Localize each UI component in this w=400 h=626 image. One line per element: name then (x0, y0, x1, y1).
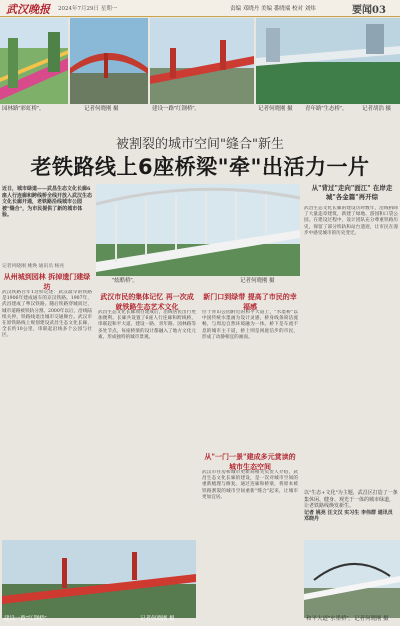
masthead (0, 0, 400, 17)
right-box-title: 从"背过"走向"面江" 在岸走城"各金篇"再开综 (311, 184, 393, 201)
photo-credit: 记者何晓刚 摄 (140, 616, 175, 622)
date-line: 2024年7月29日 星期一 (58, 6, 118, 12)
article-headline: 老铁路线上6座桥梁"牵"出活力一片 (30, 155, 370, 179)
subhead: 武汉市民的集体记忆 再一次成就铁路生态艺术文化 (100, 292, 194, 311)
body-column: 武昌生态文化长廊的建设历时数年，沿线拆除了大量违章建筑，新建了绿地、游园和口袋公园。在建设过程中，设计团队充分尊重铁路历史，保留了部分铁轨和站台遗迹，让市民在漫步中感受城市的历史变迁。 (304, 206, 398, 236)
subhead: 新门口到绿带 提高了市民的幸福感 (203, 292, 297, 311)
photo-steel-bridge-bottom (2, 540, 196, 618)
section-number: 要闻03 (352, 5, 386, 16)
body-column: 武汉市住房和城市更新局相关负责人介绍，武昌生态文化长廊的建设，是一次对城市空间的重新梳理与修复。通过连廊和桥梁，将原本被铁路割裂的城市空间重新"缝合"起来，让城市更加宜居。 (202, 470, 298, 500)
photo-eco-bridge (256, 18, 400, 104)
photo-credit: 记者何晓刚 摄 (258, 106, 293, 112)
editors-line: 责编 邓晓丹 美编 番晓端 校对 刘炜 (230, 6, 316, 12)
photo-caption: 和平大道"水墨桥"。 (306, 616, 354, 622)
body-column: 武汉铁路百年1这样记述：武汉最早的铁路是1906年建成通车的京汉铁路。1907年，武昌建成了粤汉铁路。随后铁路穿城而过，城市道路被铁轨分割。2000年以后，沿线陆续关停，铁路线退出城市交通舞台。武汉市在原铁路线上规划建设武昌生态文化长廊，全长约10公里，串联起沿线多个公园与社区。 (2, 290, 92, 339)
newspaper-logo: 武汉晚报 (6, 3, 50, 16)
photo-caption: 园林路"彩虹桥"。 (2, 106, 45, 112)
body-column: 武昌生态文化长廊项目建成后，沿线居民出行更加便利。长廊共设置了6座人行连廊和跨线桥，串联起和平大道、建设一路、青年路、园林路等多处节点。每座桥梁的设计都融入了地方文化元素，形成独特的城市景观。 (98, 310, 196, 340)
reporters-line: 记者何晓刚 姚焕 通讯员 杨亮 (2, 264, 65, 269)
subhead: 从州城到园林 拆掉遗门建绿坊 (3, 272, 91, 291)
photo-ink-bridge (304, 540, 400, 618)
photo-caption: "炫酷桥"。 (112, 278, 138, 284)
footer-note: 记者 姚亮 汪文汉 实习生 李伟群 通讯员 邓晓丹 (304, 509, 393, 523)
photo-caption: 建设一路"红钢桥"。 (4, 616, 52, 622)
photo-rainbow-bridge (0, 18, 68, 104)
photo-credit: 记者何晓刚 摄 (240, 278, 275, 284)
photo-caption: 青年路"生态桥"。 (305, 106, 348, 112)
body-column: 位于青山公园附近的和平大道上，"水墨桥"以中国传统水墨画为设计灵感，桥身线条简洁流畅，与周边自然环境融为一体。桥下是车流不息的城市主干道，桥上则是闲庭信步的市民，形成了动静相宜的画面。 (202, 310, 298, 340)
photo-credit: 记者胡浩 摄 (362, 106, 392, 112)
photo-red-steel-bridge (70, 18, 148, 104)
photo-credit: 记者何晓刚 摄 (84, 106, 119, 112)
photo-caption: 建设一路"红钢桥"。 (152, 106, 200, 112)
footer-text: 以"生态+文化"为主题，武昌区打造了一条集休闲、健身、观光于一体的城市绿道，让老铁路线焕发新生。 (304, 490, 398, 510)
photo-red-bridge-2 (150, 18, 254, 104)
photo-credit: 记者何晓刚 摄 (354, 616, 389, 622)
article-lead: 近日，城市绿道——武昌生态文化长廊6座人行连廊和跨线桥全线开放入武汉生态文化长廊开通，老铁路沿线城市公园被"缝合"，为市民提供了新的城市体验。 (2, 186, 93, 219)
photo-cool-bridge (96, 184, 300, 276)
subhead: 从"一门一景"建成多元赏读的城市生态空间 (204, 452, 296, 471)
article-kicker: 被割裂的城市空间"缝合"新生 (116, 137, 284, 152)
footer-block (304, 490, 398, 523)
